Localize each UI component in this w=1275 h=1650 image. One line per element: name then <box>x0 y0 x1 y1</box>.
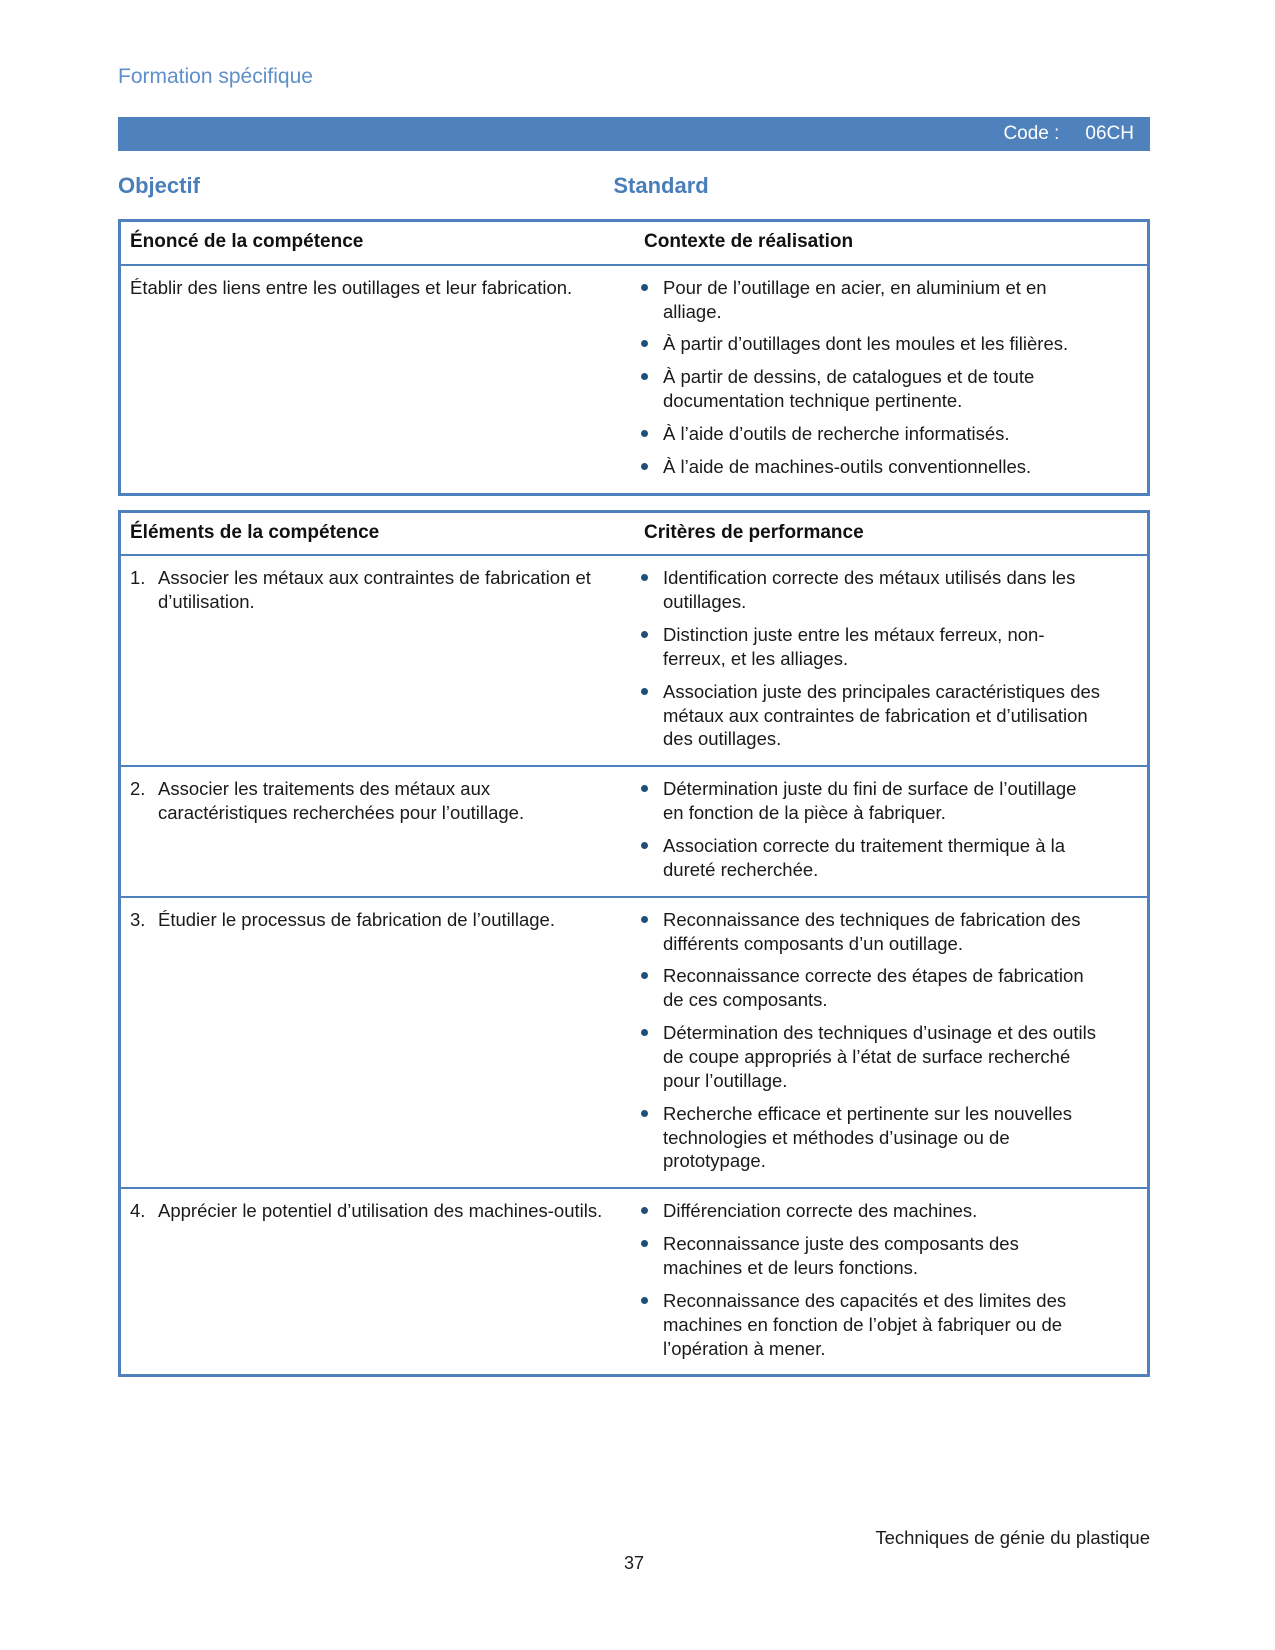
elements-header: Éléments de la compétence <box>120 511 635 555</box>
bullet-item <box>634 1102 1102 1174</box>
bullet-item <box>634 422 1102 446</box>
code-bar <box>118 117 1150 151</box>
element-text: Établir des liens entre les outillages et leur fabrication. <box>130 276 573 298</box>
element-cell <box>120 1188 635 1376</box>
bullet-text: À l’aide de machines-outils conventionnelles. <box>663 455 1032 477</box>
bullet-text: Reconnaissance des techniques de fabrication des différents composants d’un outillage. <box>663 908 1081 954</box>
criteria-cell <box>634 555 1149 766</box>
code-label: Code : <box>1003 123 1060 145</box>
bullet-text: Recherche efficace et pertinente sur les nouvelles technologies et méthodes d’usinage ou de prototypage. <box>663 1102 1072 1172</box>
element-cell <box>120 766 635 896</box>
bullet-text: À partir d’outillages dont les moules et les filières. <box>663 333 1069 355</box>
bullet-icon <box>641 1207 648 1214</box>
bullet-item <box>634 455 1102 479</box>
criteria-bullet-list <box>634 276 1102 479</box>
bullet-icon <box>641 373 648 380</box>
bullet-icon <box>641 972 648 979</box>
bullet-item <box>634 566 1102 614</box>
criteria-cell <box>634 265 1149 495</box>
table-row <box>120 1188 1149 1376</box>
bullet-text: Reconnaissance correcte des étapes de fabrication de ces composants. <box>663 965 1084 1011</box>
table-row <box>120 897 1149 1189</box>
bullet-item <box>634 332 1102 356</box>
bullet-text: Identification correcte des métaux utilisés dans les outillages. <box>663 567 1076 613</box>
table-row <box>120 766 1149 896</box>
contexte-header: Contexte de réalisation <box>634 221 1149 265</box>
section-label: Formation spécifique <box>118 65 313 88</box>
competence-table <box>118 219 1150 496</box>
criteria-bullet-list <box>634 777 1102 881</box>
bullet-icon <box>641 631 648 638</box>
bullet-item <box>634 276 1102 324</box>
bullet-icon <box>641 1029 648 1036</box>
bullet-icon <box>641 916 648 923</box>
element-text: Associer les métaux aux contraintes de fabrication et d’utilisation. <box>158 567 591 613</box>
elements-table-header-row <box>120 511 1149 555</box>
bullet-text: Différenciation correcte des machines. <box>663 1200 978 1222</box>
bullet-icon <box>641 1110 648 1117</box>
bullet-icon <box>641 284 648 291</box>
bullet-item <box>634 1199 1102 1223</box>
footer-program-name: Techniques de génie du plastique <box>875 1527 1150 1548</box>
bullet-item <box>634 1289 1102 1361</box>
bullet-item <box>634 365 1102 413</box>
element-number: 1. <box>130 567 146 589</box>
bullet-item <box>634 908 1102 956</box>
bullet-icon <box>641 688 648 695</box>
element-cell <box>120 555 635 766</box>
bullet-text: Détermination juste du fini de surface de l’outillage en fonction de la pièce à fabriquer. <box>663 778 1077 824</box>
bullet-text: Reconnaissance juste des composants des machines et de leurs fonctions. <box>663 1233 1019 1278</box>
criteres-header: Critères de performance <box>634 511 1149 555</box>
bullet-icon <box>641 785 648 792</box>
criteria-bullet-list <box>634 908 1102 1174</box>
bullet-item <box>634 623 1102 671</box>
elements-table <box>118 510 1150 1378</box>
element-number: 4. <box>130 1200 146 1222</box>
code-value: 06CH <box>1085 123 1134 145</box>
criteria-cell <box>634 897 1149 1189</box>
column-headings <box>118 173 1150 199</box>
enonce-header: Énoncé de la compétence <box>120 221 635 265</box>
bullet-item <box>634 964 1102 1012</box>
page-content <box>118 0 1150 1377</box>
bullet-text: À partir de dessins, de catalogues et de toute documentation technique pertinente. <box>663 366 1035 412</box>
criteria-bullet-list <box>634 566 1102 751</box>
element-text: Apprécier le potentiel d’utilisation des machines-outils. <box>158 1200 603 1222</box>
table-row <box>120 555 1149 766</box>
bullet-icon <box>641 1297 648 1304</box>
bullet-icon <box>641 430 648 437</box>
bullet-text: Détermination des techniques d’usinage et des outils de coupe appropriés à l’état de surface recherché pour l’outillage. <box>663 1022 1096 1091</box>
bullet-text: Association juste des principales caractéristiques des métaux aux contraintes de fabrication et d’utilisation des outillages. <box>663 680 1101 750</box>
bullet-text: Distinction juste entre les métaux ferreux, non-ferreux, et les alliages. <box>663 623 1045 669</box>
bullet-icon <box>641 574 648 581</box>
bullet-text: Pour de l’outillage en acier, en aluminium et en alliage. <box>663 276 1047 322</box>
bullet-item <box>634 834 1102 882</box>
bullet-item <box>634 680 1102 752</box>
element-number: 3. <box>130 908 146 930</box>
criteria-bullet-list <box>634 1199 1102 1360</box>
bullet-text: À l’aide d’outils de recherche informatisés. <box>663 422 1010 444</box>
element-text: Associer les traitements des métaux aux caractéristiques recherchées pour l’outillage. <box>158 778 525 824</box>
bullet-text: Reconnaissance des capacités et des limites des machines en fonction de l’objet à fabriquer ou de l’opération à mener. <box>663 1289 1067 1359</box>
element-cell <box>120 265 635 495</box>
bullet-text: Association correcte du traitement thermique à la dureté recherchée. <box>663 834 1066 880</box>
standard-heading: Standard <box>613 173 709 199</box>
element-number: 2. <box>130 778 146 800</box>
table-row <box>120 265 1149 495</box>
criteria-cell <box>634 766 1149 896</box>
bullet-icon <box>641 340 648 347</box>
criteria-cell <box>634 1188 1149 1376</box>
bullet-icon <box>641 842 648 849</box>
bullet-icon <box>641 463 648 470</box>
competence-table-header-row <box>120 221 1149 265</box>
bullet-item <box>634 1232 1102 1280</box>
bullet-item <box>634 777 1102 825</box>
bullet-item <box>634 1021 1102 1093</box>
element-text: Étudier le processus de fabrication de l’outillage. <box>158 908 555 930</box>
bullet-icon <box>641 1240 648 1247</box>
footer-page-number: 37 <box>623 1553 645 1573</box>
objectif-heading: Objectif <box>118 173 200 199</box>
element-cell <box>120 897 635 1189</box>
